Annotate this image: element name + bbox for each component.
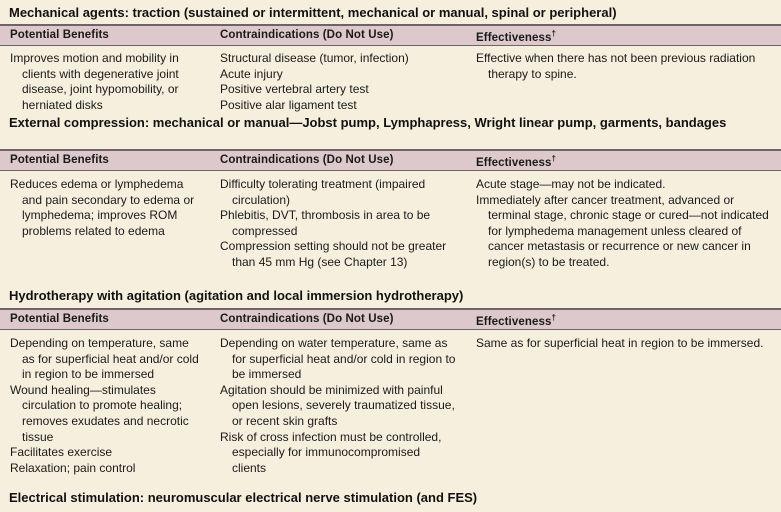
contraindications-cell xyxy=(220,336,456,476)
list-item: Agitation should be minimized with painful open lesions, severely traumatized tissue, or recent skin grafts xyxy=(220,382,455,428)
list-item: Risk of cross infection must be controlled, especially for immunocompromised clients xyxy=(220,429,442,475)
table-header-row xyxy=(0,149,781,171)
table-header-row xyxy=(0,308,781,330)
header-contraindications: Contraindications (Do Not Use) xyxy=(220,29,394,41)
list-item: Phlebitis, DVT, thrombosis in area to be compressed xyxy=(220,208,431,238)
table-header-row xyxy=(0,24,781,46)
list-item: Depending on water temperature, same as for superficial heat and/or cold in region to be immersed xyxy=(220,336,456,382)
list-item: Reduces edema or lymphedema and pain secondary to edema or lymphedema; improves ROM problems related to edema xyxy=(10,177,195,238)
effectiveness-cell xyxy=(476,51,772,82)
contraindications-cell xyxy=(220,51,456,113)
list-item: Positive alar ligament test xyxy=(220,97,357,112)
section-title-electrical-stimulation: Electrical stimulation: neuromuscular electrical nerve stimulation (and FES) xyxy=(9,490,478,505)
list-item: Wound healing—stimulates circulation to promote healing; removes exudates and necrotic tissue xyxy=(10,382,189,444)
list-item: Relaxation; pain control xyxy=(10,460,136,475)
list-item: Facilitates exercise xyxy=(10,445,113,460)
list-item: Effective when there has not been previous radiation therapy to spine. xyxy=(476,51,756,81)
list-item: Depending on temperature, same as for superficial heat and/or cold in region to be immersed xyxy=(10,336,199,382)
benefits-cell xyxy=(10,177,202,239)
header-benefits: Potential Benefits xyxy=(10,154,109,166)
header-effectiveness: Effectiveness† xyxy=(476,29,557,44)
header-benefits: Potential Benefits xyxy=(10,29,109,41)
effectiveness-cell xyxy=(476,336,772,352)
list-item: Acute injury xyxy=(220,66,283,81)
list-item: Positive vertebral artery test xyxy=(220,82,369,97)
effectiveness-cell xyxy=(476,177,772,271)
header-contraindications: Contraindications (Do Not Use) xyxy=(220,313,394,325)
list-item: Compression setting should not be greater than 45 mm Hg (see Chapter 13) xyxy=(220,239,447,269)
contraindications-cell xyxy=(220,177,456,271)
list-item: Difficulty tolerating treatment (impaired circulation) xyxy=(220,177,426,207)
list-item: Immediately after cancer treatment, advanced or terminal stage, chronic stage or cured—not indicated for lymphedema management unless cleared of cancer metastasis or recurrence or new cancer in region(s) to be treated. xyxy=(476,192,769,269)
section-title-traction: Mechanical agents: traction (sustained or intermittent, mechanical or manual, spinal or peripheral) xyxy=(9,5,617,20)
header-contraindications: Contraindications (Do Not Use) xyxy=(220,154,394,166)
header-effectiveness: Effectiveness† xyxy=(476,313,557,328)
benefits-cell xyxy=(10,336,202,476)
header-effectiveness: Effectiveness† xyxy=(476,154,557,169)
list-item: Improves motion and mobility in clients with degenerative joint disease, joint hypomobility, or herniated disks xyxy=(10,51,179,112)
header-benefits: Potential Benefits xyxy=(10,313,109,325)
section-title-compression: External compression: mechanical or manual—Jobst pump, Lymphapress, Wright linear pump, garments, bandages xyxy=(9,115,727,130)
list-item: Acute stage—may not be indicated. xyxy=(476,177,666,191)
benefits-cell xyxy=(10,51,202,113)
section-title-hydrotherapy: Hydrotherapy with agitation (agitation and local immersion hydrotherapy) xyxy=(9,288,464,303)
list-item: Same as for superficial heat in region to be immersed. xyxy=(476,336,764,350)
list-item: Structural disease (tumor, infection) xyxy=(220,51,409,65)
